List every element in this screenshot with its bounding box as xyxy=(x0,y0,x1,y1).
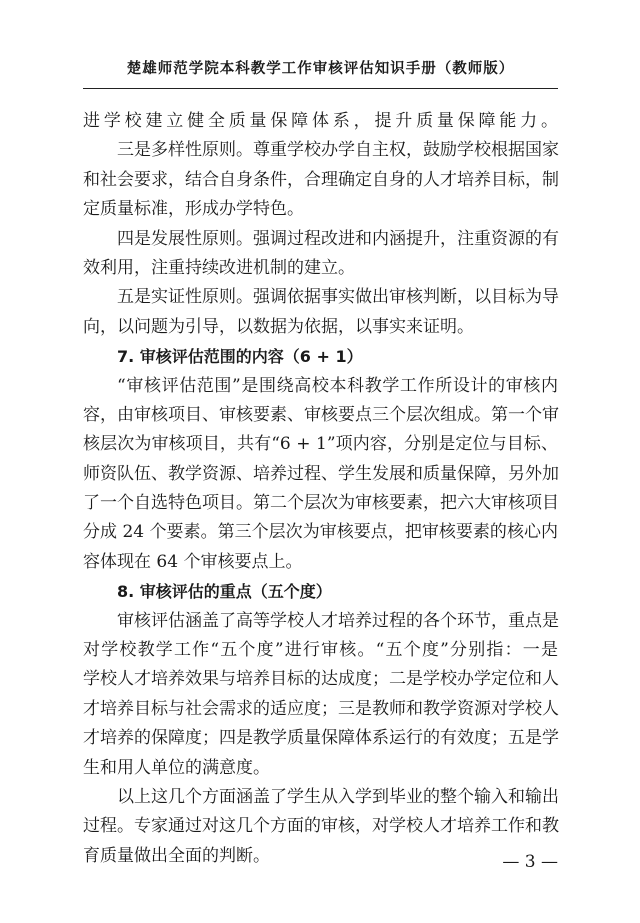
text-line: “审核评估范围”是围绕高校本科教学工作所设计的审核内 xyxy=(117,375,558,396)
text-line: 五是实证性原则。强调依据事实做出审核判断，以目标为导 xyxy=(117,287,559,308)
section-heading-7: 7. 审核评估范围的内容（6 + 1） xyxy=(117,347,363,367)
body-text xyxy=(83,107,558,871)
text-line: 生和用人单位的满意度。 xyxy=(83,757,270,778)
text-line: 分成 24 个要素。第三个层次为审核要点，把审核要素的核心内 xyxy=(83,522,558,543)
text-line: 过程。专家通过对这几个方面的审核，对学校人才培养工作和教 xyxy=(83,816,559,837)
text-line: 进学校建立健全质量保障体系，提升质量保障能力。 xyxy=(83,111,558,131)
page-number: — 3 — xyxy=(502,852,558,872)
text-line: 容，由审核项目、审核要素、审核要点三个层次组成。第一个审 xyxy=(83,404,559,425)
text-line: 核层次为审核项目，共有“6 + 1”项内容，分别是定位与目标、 xyxy=(83,434,558,455)
text-line: 容体现在 64 个审核要点上。 xyxy=(83,551,303,572)
text-line: 三是多样性原则。尊重学校办学自主权，鼓励学校根据国家 xyxy=(117,140,559,161)
text-line: 育质量做出全面的判断。 xyxy=(83,845,270,866)
text-line: 了一个自选特色项目。第二个层次为审核要素，把六大审核项目 xyxy=(83,493,559,514)
running-header-title: 楚雄师范学院本科教学工作审核评估知识手册（教师版） xyxy=(126,60,515,77)
header-divider xyxy=(83,88,558,89)
text-line: 定质量标准，形成办学特色。 xyxy=(83,199,304,220)
text-line: 四是发展性原则。强调过程改进和内涵提升，注重资源的有 xyxy=(117,228,559,249)
text-line: 才培养的保障度；四是教学质量保障体系运行的有效度；五是学 xyxy=(83,728,559,749)
text-line: 向，以问题为引导，以数据为依据，以事实来证明。 xyxy=(83,316,474,337)
text-line: 以上这几个方面涵盖了学生从入学到毕业的整个输入和输出 xyxy=(117,786,559,807)
text-line: 才培养目标与社会需求的适应度；三是教师和教学资源对学校人 xyxy=(83,698,559,719)
text-line: 学校人才培养效果与培养目标的达成度；二是学校办学定位和人 xyxy=(83,669,559,690)
text-line: 和社会要求，结合自身条件，合理确定自身的人才培养目标，制 xyxy=(83,169,559,190)
text-line: 师资队伍、教学资源、培养过程、学生发展和质量保障，另外加 xyxy=(83,463,559,484)
section-heading-8: 8. 审核评估的重点（五个度） xyxy=(117,582,332,602)
text-line: 审核评估涵盖了高等学校人才培养过程的各个环节，重点是 xyxy=(117,610,559,631)
text-line: 对学校教学工作“五个度”进行审核。“五个度”分别指：一是 xyxy=(83,640,558,661)
text-line: 效利用，注重持续改进机制的建立。 xyxy=(83,257,355,278)
